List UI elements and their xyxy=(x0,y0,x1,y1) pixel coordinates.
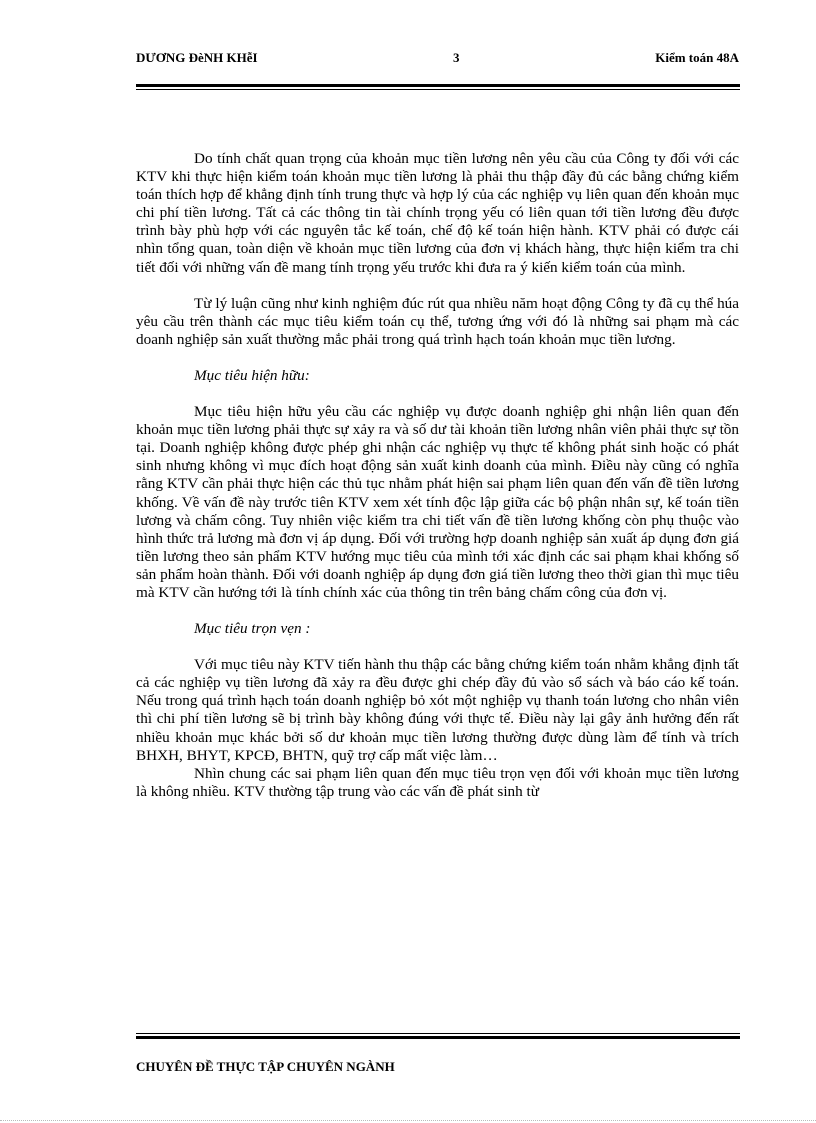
paragraph-2: Từ lý luận cũng như kinh nghiệm đúc rút qua nhiều năm hoạt động Công ty đã cụ thể húa yêu cầu trên thành các mục tiêu kiểm toán cụ thể, tương ứng với đó là những sai phạm mà các doanh nghiệp sản xuất thường mắc phải trong quá trình hạch toán khoản mục tiền lương. xyxy=(136,294,739,348)
paragraph-4: Với mục tiêu này KTV tiến hành thu thập các bằng chứng kiểm toán nhằm khẳng định tất cả các nghiệp vụ tiền lương đã xảy ra đều được ghi chép đầy đủ vào sổ sách và báo cáo kế toán. Nếu trong quá trình hạch toán doanh nghiệp bỏ xót một nghiệp vụ thanh toán lương cho nhân viên thì chi phí tiền lương sẽ bị trình bày không đúng với thực tế. Điều này lại gây ảnh hưởng đến rất nhiều khoản mục khác bởi số dư khoản mục tiền lương thường được dùng làm để tính và trích BHXH, BHYT, KPCĐ, BHTN, quỹ trợ cấp mất việc làm… xyxy=(136,656,739,764)
header-page-number: 3 xyxy=(453,50,460,65)
header-class: Kiểm toán 48A xyxy=(655,50,739,65)
page-header xyxy=(136,50,739,70)
document-body xyxy=(136,150,739,801)
section-heading-completeness: Mục tiêu trọn vẹn : xyxy=(194,620,311,638)
paragraph-1: Do tính chất quan trọng của khoản mục tiền lương nên yêu cầu của Công ty đối với các KTV khi thực hiện kiểm toán khoản mục tiền lương là phải thu thập đầy đủ các bằng chứng kiểm toán thích hợp để khẳng định tính trung thực và hợp lý của các nghiệp vụ liên quan đến khoản mục chi phí tiền lương. Tất cả các thông tin tài chính trọng yếu có liên quan tới tiền lương đều được trình bày phù hợp với các nguyên tắc kế toán, chế độ kế toán hiện hành. KTV phải có được cái nhìn tổng quan, toàn diện về khoản mục tiền lương của đơn vị khách hàng, thực hiện kiểm tra chi tiết đối với những vấn đề mang tính trọng yếu trước khi đưa ra ý kiến kiểm toán của mình. xyxy=(136,150,739,276)
section-heading-existence: Mục tiêu hiện hữu: xyxy=(194,366,310,384)
header-author: DƯƠNG ĐèNH KHễI xyxy=(136,50,258,65)
footer-rule-thin xyxy=(136,1033,740,1034)
footer-rule-thick xyxy=(136,1036,740,1039)
page-footer: CHUYÊN ĐỀ THỰC TẬP CHUYÊN NGÀNH xyxy=(136,1059,395,1074)
paragraph-5: Nhìn chung các sai phạm liên quan đến mục tiêu trọn vẹn đối với khoản mục tiền lương là không nhiều. KTV thường tập trung vào các vấn đề phát sinh từ xyxy=(136,764,739,800)
page-edge-divider xyxy=(0,1120,816,1121)
header-rule-thin xyxy=(136,89,740,90)
header-rule-thick xyxy=(136,84,740,87)
paragraph-3: Mục tiêu hiện hữu yêu cầu các nghiệp vụ được doanh nghiệp ghi nhận liên quan đến khoản mục tiền lương phải thực sự xảy ra và số dư tài khoản tiền lương nhân viên phải thực sự tồn tại. Doanh nghiệp không được phép ghi nhận các nghiệp vụ thực tế không phát sinh hoặc có phát sinh nhưng không vì mục đích hoạt động sản xuất kinh doanh của mình. Điều này cũng có nghĩa rằng KTV cần phải thực hiện các thủ tục nhằm phát hiện sai phạm liên quan đến vấn đề tiền lương khống. Về vấn đề này trước tiên KTV xem xét tính độc lập giữa các bộ phận nhân sự, kế toán tiền lương và chấm công. Tuy nhiên việc kiểm tra chi tiết vấn đề tiền lương khống còn phụ thuộc vào hình thức trả lương mà đơn vị áp dụng. Đối với trường hợp doanh nghiệp sản xuất áp dụng đơn giá tiền lương theo sản phẩm KTV hướng mục tiêu của mình tới xác định các sai phạm khai khống số sản phẩm hoàn thành. Đối với doanh nghiệp áp dụng đơn giá tiền lương theo thời gian thì mục tiêu mà KTV cần hướng tới là tính chính xác của thông tin trên bảng chấm công của đơn vị. xyxy=(136,403,739,601)
